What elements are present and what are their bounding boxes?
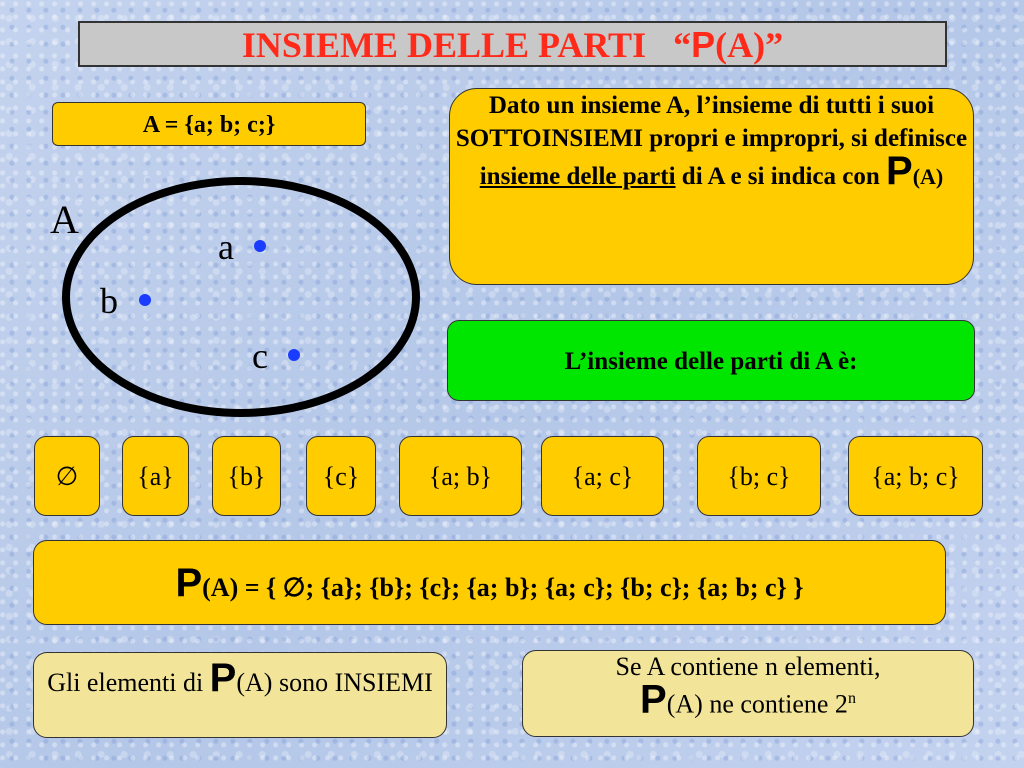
set-a-box: A = {a; b; c;} <box>52 102 366 146</box>
element-dot-a <box>254 240 266 252</box>
element-label-c: c <box>252 336 268 376</box>
definition-paren: (A) <box>912 164 944 189</box>
definition-text-1: Dato un insieme A, l’insieme di tutti i suoi SOTTOINSIEMI propri e impropri, si definisce <box>455 92 968 152</box>
definition-p: P <box>886 149 913 193</box>
subset-ac: {a; c} <box>541 436 664 516</box>
title-open-quote: “ <box>673 25 692 65</box>
power-set-intro-box: L’insieme delle parti di A è: <box>447 320 975 401</box>
definition-box <box>449 88 974 285</box>
note-right-line1: Se A contiene n elementi, <box>615 652 881 681</box>
page-title <box>78 21 947 67</box>
note-cardinality <box>522 650 974 737</box>
note-elements-are-sets <box>33 652 447 738</box>
element-dot-c <box>288 349 300 361</box>
element-label-b: b <box>100 281 118 321</box>
definition-text-2: di A e si indica con <box>681 163 880 190</box>
definition-underlined: insieme delle parti <box>479 163 676 190</box>
subset-bc: {b; c} <box>697 436 821 516</box>
set-ellipse <box>66 181 416 413</box>
subset-a: {a} <box>122 436 189 516</box>
power-set-text: (A) = { ∅; {a}; {b}; {c}; {a; b}; {a; c}; {b; c}; {a; b; c} } <box>202 573 804 602</box>
set-label-a: A <box>50 197 79 242</box>
note-right-sup: n <box>847 690 856 707</box>
subset-abc: {a; b; c} <box>848 436 983 516</box>
element-dot-b <box>139 294 151 306</box>
title-p: P <box>691 24 716 65</box>
subset-ab: {a; b} <box>399 436 522 516</box>
note-left-after: (A) sono INSIEMI <box>236 668 433 697</box>
note-left-p: P <box>209 656 237 700</box>
subset-b: {b} <box>212 436 281 516</box>
title-rest: (A)” <box>715 25 784 65</box>
title-main: INSIEME DELLE PARTI <box>241 25 647 65</box>
power-set-p: P <box>175 561 203 605</box>
element-label-a: a <box>218 227 234 267</box>
subset-c: {c} <box>306 436 376 516</box>
note-left-before: Gli elementi di <box>47 668 204 697</box>
power-set-box <box>33 540 946 625</box>
note-right-line2: (A) ne contiene 2 <box>666 689 848 719</box>
note-right-p: P <box>640 677 667 722</box>
subset-empty: ∅ <box>34 436 100 516</box>
